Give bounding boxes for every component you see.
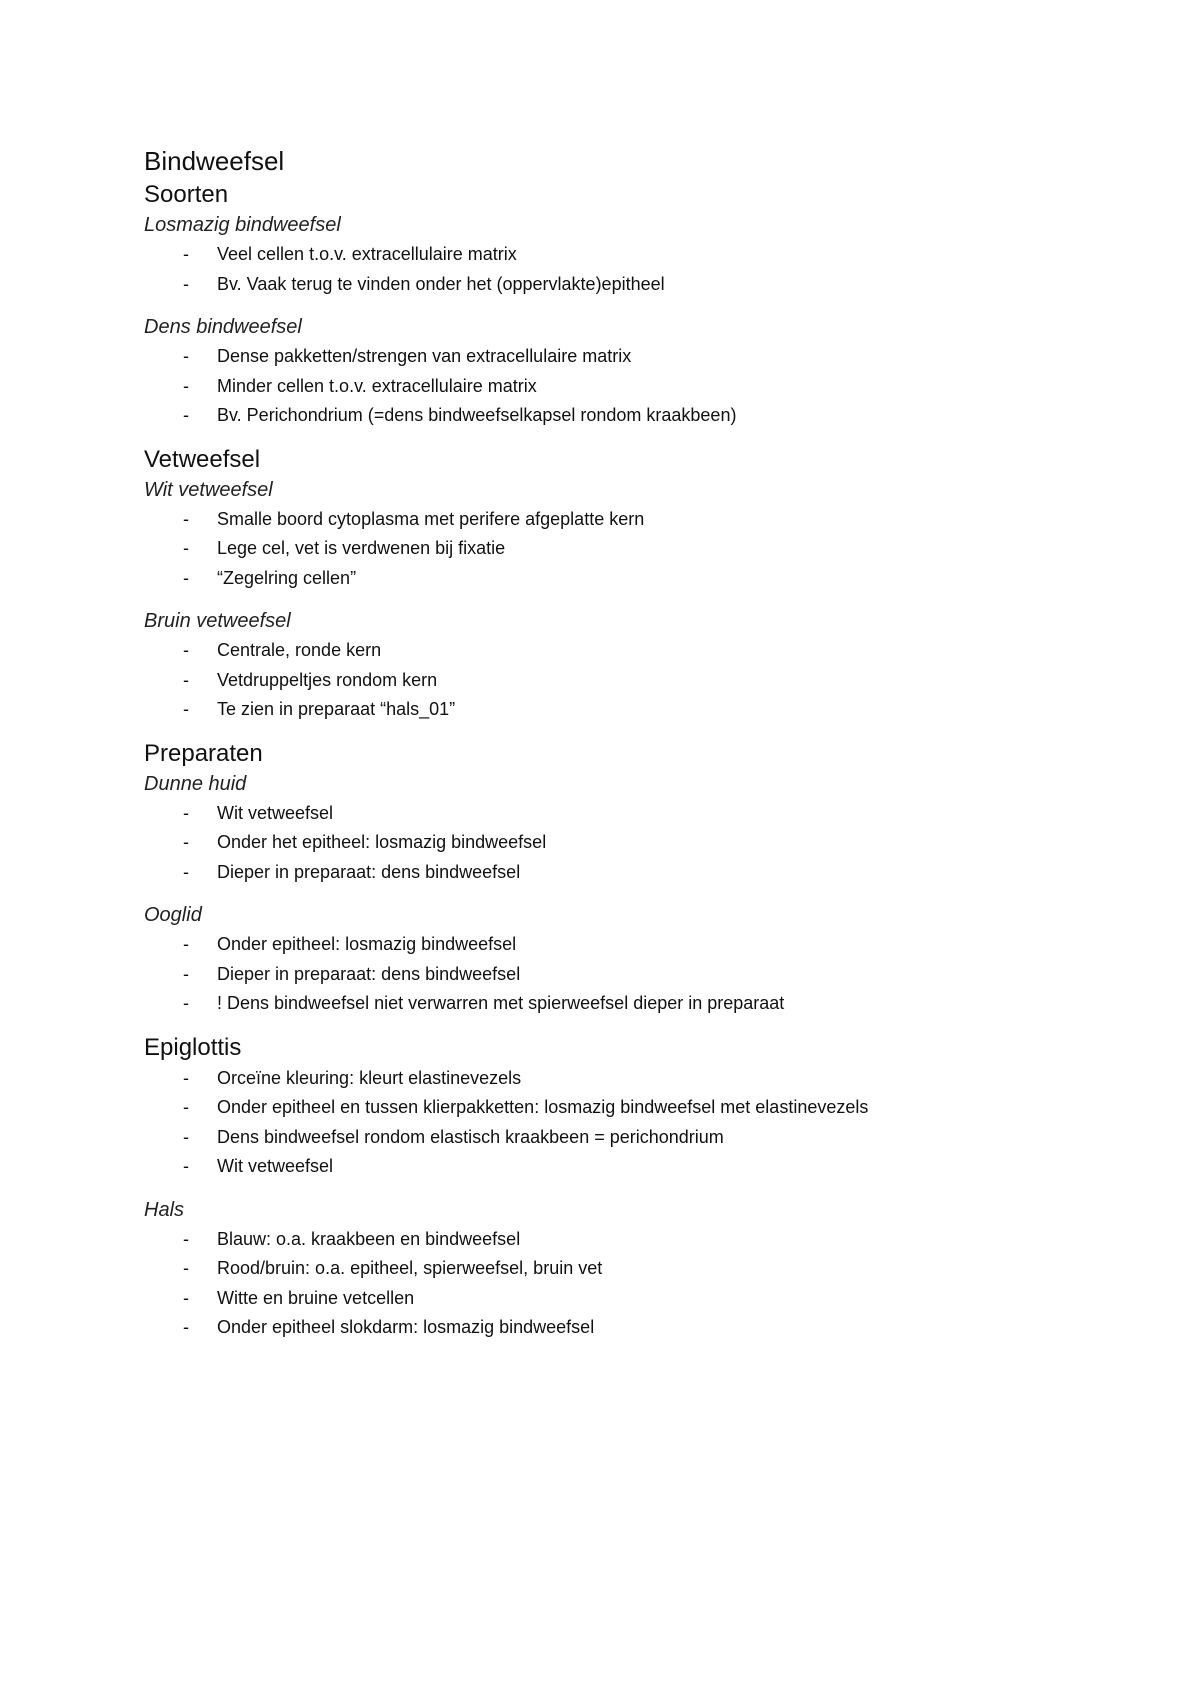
subsection-heading-hals: Hals xyxy=(144,1198,185,1221)
list-item xyxy=(144,1284,1064,1314)
bullet-dash: - xyxy=(183,993,189,1013)
bullet-dash: - xyxy=(183,832,189,852)
list-item-text: Onder het epitheel: losmazig bindweefsel xyxy=(217,832,547,852)
list-item-text: Dens bindweefsel rondom elastisch kraakbeen = perichondrium xyxy=(217,1126,724,1147)
list-item xyxy=(144,534,1064,564)
list-item-text: Wit vetweefsel xyxy=(217,1156,334,1176)
list-item xyxy=(144,505,1064,535)
list-item-text: Te zien in preparaat “hals_01” xyxy=(217,699,456,719)
list-item-text: Bv. Perichondrium (=dens bindweefselkapsel rondom kraakbeen) xyxy=(217,405,737,425)
bullet-dash: - xyxy=(183,1287,189,1308)
bullet-dash: - xyxy=(183,1097,189,1117)
subsection-heading-losmazig-bindweefsel: Losmazig bindweefsel xyxy=(144,214,341,236)
subsection-heading-bruin-vetweefsel: Bruin vetweefsel xyxy=(144,610,291,632)
subsection-heading-dunne-huid: Dunne huid xyxy=(144,772,247,795)
subsection-heading-ooglid: Ooglid xyxy=(144,904,202,926)
list-item xyxy=(144,240,1064,270)
list-item-text: Lege cel, vet is verdwenen bij fixatie xyxy=(217,538,506,558)
list-item xyxy=(144,960,1064,990)
list-item xyxy=(144,401,1064,431)
list-item-text: Witte en bruine vetcellen xyxy=(217,1287,415,1308)
bullet-list xyxy=(144,505,1064,594)
list-item xyxy=(144,342,1064,372)
list-item-text: Vetdruppeltjes rondom kern xyxy=(217,669,438,690)
bullet-dash: - xyxy=(183,802,189,823)
bullet-dash: - xyxy=(183,1317,189,1337)
list-item-text: Veel cellen t.o.v. extracellulaire matrix xyxy=(217,244,517,264)
list-item-text: ! Dens bindweefsel niet verwarren met spierweefsel dieper in preparaat xyxy=(217,993,785,1013)
list-item xyxy=(144,666,1064,696)
bullet-dash: - xyxy=(183,244,189,264)
list-item-text: Dieper in preparaat: dens bindweefsel xyxy=(217,963,521,984)
list-item xyxy=(144,799,1064,829)
bullet-dash: - xyxy=(183,273,189,294)
list-item-text: Smalle boord cytoplasma met perifere afgeplatte kern xyxy=(217,508,645,529)
list-item xyxy=(144,1225,1064,1255)
bullet-dash: - xyxy=(183,699,189,719)
list-item xyxy=(144,636,1064,666)
list-item xyxy=(144,1152,1064,1182)
bullet-dash: - xyxy=(183,567,189,588)
section-heading-preparaten: Preparaten xyxy=(144,739,263,767)
bullet-dash: - xyxy=(183,1156,189,1176)
bullet-list xyxy=(144,1064,1064,1182)
list-item-text: Bv. Vaak terug te vinden onder het (oppervlakte)epitheel xyxy=(217,273,665,294)
bullet-dash: - xyxy=(183,861,189,882)
bullet-dash: - xyxy=(183,538,189,558)
list-item xyxy=(144,1313,1064,1343)
list-item xyxy=(144,989,1064,1019)
list-item-text: “Zegelring cellen” xyxy=(217,567,357,588)
list-item-text: Centrale, ronde kern xyxy=(217,640,382,660)
bullet-list xyxy=(144,930,1064,1019)
bullet-dash: - xyxy=(183,669,189,690)
list-item-text: Onder epitheel en tussen klierpakketten: losmazig bindweefsel met elastinevezels xyxy=(217,1097,869,1117)
list-item xyxy=(144,828,1064,858)
list-item xyxy=(144,1064,1064,1094)
subsection-heading-dens-bindweefsel: Dens bindweefsel xyxy=(144,316,302,338)
list-item xyxy=(144,858,1064,888)
bullet-dash: - xyxy=(183,963,189,984)
list-item xyxy=(144,1093,1064,1123)
bullet-dash: - xyxy=(183,508,189,529)
list-item-text: Blauw: o.a. kraakbeen en bindweefsel xyxy=(217,1228,521,1249)
bullet-dash: - xyxy=(183,640,189,660)
document-page xyxy=(144,145,1064,1343)
bullet-dash: - xyxy=(183,346,189,366)
list-item xyxy=(144,1254,1064,1284)
section-heading-epiglottis: Epiglottis xyxy=(144,1033,242,1061)
bullet-dash: - xyxy=(183,1126,189,1147)
list-item-text: Onder epitheel slokdarm: losmazig bindweefsel xyxy=(217,1317,595,1337)
list-item xyxy=(144,564,1064,594)
list-item-text: Orceïne kleuring: kleurt elastinevezels xyxy=(217,1067,522,1088)
bullet-list xyxy=(144,1225,1064,1343)
list-item xyxy=(144,1123,1064,1153)
list-item xyxy=(144,930,1064,960)
section-heading-vetweefsel: Vetweefsel xyxy=(144,445,261,473)
bullet-dash: - xyxy=(183,375,189,396)
document-title: Bindweefsel xyxy=(144,146,285,176)
bullet-list xyxy=(144,636,1064,725)
list-item xyxy=(144,270,1064,300)
bullet-list xyxy=(144,342,1064,431)
section-heading-soorten: Soorten xyxy=(144,181,229,208)
bullet-dash: - xyxy=(183,405,189,425)
bullet-dash: - xyxy=(183,1258,189,1278)
list-item-text: Rood/bruin: o.a. epitheel, spierweefsel, bruin vet xyxy=(217,1258,603,1278)
list-item xyxy=(144,372,1064,402)
bullet-list xyxy=(144,240,1064,299)
subsection-heading-wit-vetweefsel: Wit vetweefsel xyxy=(144,478,273,501)
bullet-dash: - xyxy=(183,1067,189,1088)
bullet-dash: - xyxy=(183,934,189,954)
bullet-list xyxy=(144,799,1064,888)
list-item xyxy=(144,695,1064,725)
bullet-dash: - xyxy=(183,1228,189,1249)
list-item-text: Dense pakketten/strengen van extracellulaire matrix xyxy=(217,346,632,366)
list-item-text: Wit vetweefsel xyxy=(217,802,334,823)
list-item-text: Minder cellen t.o.v. extracellulaire matrix xyxy=(217,375,537,396)
list-item-text: Onder epitheel: losmazig bindweefsel xyxy=(217,934,517,954)
list-item-text: Dieper in preparaat: dens bindweefsel xyxy=(217,861,521,882)
